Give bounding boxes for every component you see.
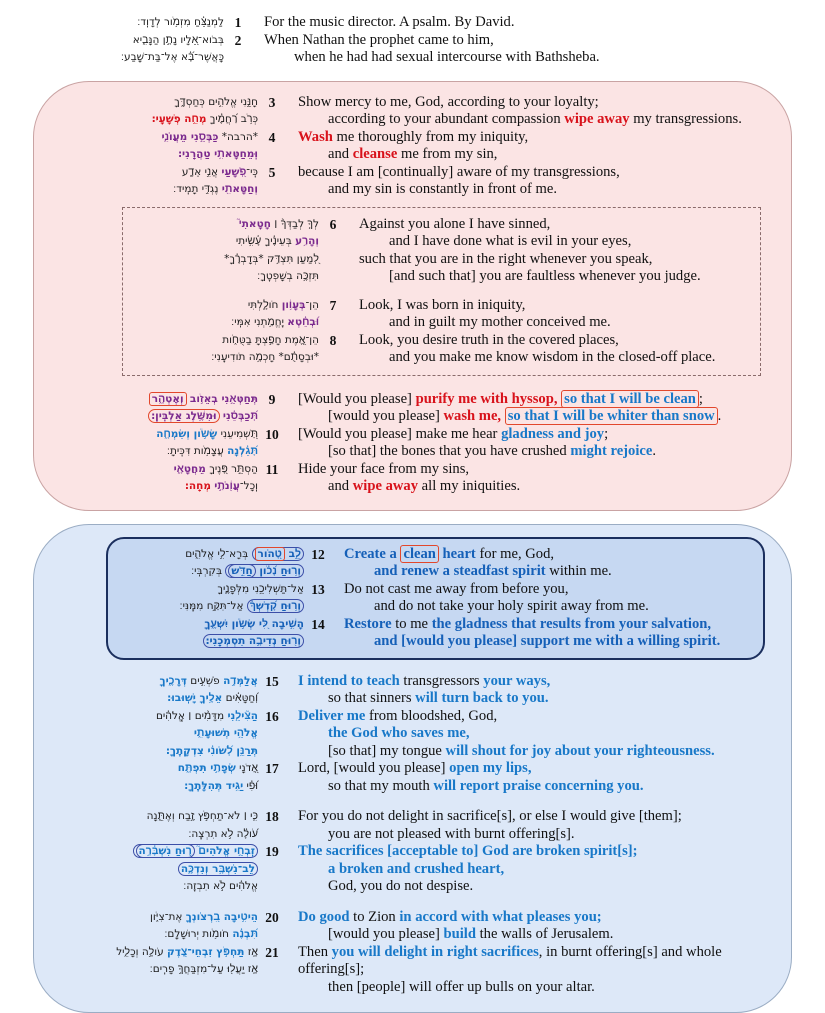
verse-number: 3 <box>258 94 286 112</box>
verse-number: 2 <box>224 32 252 50</box>
hebrew-text: הֵן־אֱ֭מֶת חָפַ֣צְתָּ בַטֻּחֹ֑ות *וּבְסָתֻ֗ם* חָכְמָ֥ה תֹודִיעֵֽנִי׃ <box>123 332 319 367</box>
hebrew-line: הָשִׁ֣יבָה לִּ֭י שְׂשֹׂ֣ון יִשְׁעֶ֑ךָ <box>108 616 304 634</box>
verse-number: 11 <box>258 461 286 479</box>
hebrew-text <box>62 760 258 795</box>
english-text <box>286 708 791 761</box>
verse-row <box>34 94 791 129</box>
hebrew-line: לֵ֣ב טָ֭הֹור בְּרָא־לִ֣י אֱלֹהִ֑ים <box>108 546 304 564</box>
english-text: Then you will delight in right sacrifices, in burnt offering[s] and whole offering[s]; then [people] will offer up bulls on your altar. <box>286 944 791 997</box>
verse-number: 1 <box>224 14 252 32</box>
hebrew-text: לְךָ֤ לְבַדְּךָ֨ ׀ חָטָאתִי֮ וְהָרַ֥ע בְּעֵינֶ֗יךָ עָ֫שִׂ֥יתִי לְ֭מַעַן תִּצְדַּ֥ק *בְּדָבְרֶ֗ךָ* תִּזְכֶּ֥ה בְשָׁפְטֶֽךָ׃ <box>123 216 319 286</box>
verse-row <box>108 616 763 651</box>
verse-number: 21 <box>258 944 286 962</box>
blue-highlight-section <box>33 524 792 1013</box>
verse-number: 17 <box>258 760 286 778</box>
verse-row <box>108 581 763 616</box>
english-text: Hide your face from my sins, and wipe away all my iniquities. <box>286 461 791 496</box>
english-line: [Would you please] purify me with hyssop, so that I will be clean ; <box>298 390 703 408</box>
hebrew-line: זִֽבְחֵ֣י אֱלֹהִים֮ ר֪וּחַ נִשְׁבָּ֫רָ֥ה <box>62 843 258 861</box>
hebrew-line: וְר֥וּחַ נָ֝כֹ֗ון חַדֵּ֥שׁ בְּקִרְבִּֽי׃ <box>108 563 304 581</box>
verse-row <box>34 426 791 461</box>
hebrew-text <box>108 546 304 581</box>
hebrew-line: וּֽמֵחַטָּאתִ֥י טַהֲרֵֽנִי׃ <box>62 146 258 164</box>
english-line: Do good to Zion in accord with what pleases you; <box>298 909 602 925</box>
english-line: Lord, [would you please] open my lips, <box>298 760 531 776</box>
english-line: so that my mouth will report praise concerning you. <box>298 778 791 796</box>
verse-number: 18 <box>258 808 286 826</box>
verse-row <box>123 297 760 332</box>
hebrew-text <box>108 616 304 651</box>
hebrew-line: תָּ֝גֵ֗לְנָה עֲצָמֹ֥ות דִּכִּֽיתָ׃ <box>62 443 258 461</box>
hebrew-text <box>62 708 258 761</box>
english-line: [would you please] wash me, so that I will be whiter than snow . <box>298 408 791 426</box>
english-line: [would you please] build the walls of Jerusalem. <box>298 926 791 944</box>
english-text <box>286 673 791 708</box>
hebrew-line: *הרבה* כַּבְּסֵ֣נִי מֵעֲוֹנִ֑י <box>62 129 258 147</box>
verse-row <box>34 164 791 199</box>
verse-row <box>0 14 825 32</box>
verse-row <box>34 760 791 795</box>
verse-row <box>34 944 791 997</box>
hebrew-text: חָנֵּ֣נִי אֱלֹהִ֣ים כְּחַסְדֶּ֑ךָ כְּרֹ֥ב רַ֝חֲמֶ֗יךָ מְחֵ֣ה פְשָׁעָֽי׃ <box>62 94 258 129</box>
hebrew-text <box>62 909 258 944</box>
hebrew-line: וְר֥וּחַ קָ֝דְשְׁךָ֗ אַל־תִּקַּ֥ח מִמֶּֽנִּי׃ <box>108 598 304 616</box>
english-line: I intend to teach transgressors your ways, <box>298 673 550 689</box>
hebrew-line: וְֽכָל־עֲוֹ֖נֹתַ֣י מְחֵֽה׃ <box>62 478 258 496</box>
hebrew-line: הַצִּ֘ילֵ֤נִי מִדָּמִ֨ים ׀ אֱֽלֹהִ֗ים <box>62 708 258 726</box>
hebrew-line: לֵב־נִשְׁבָּ֥ר וְנִדְכֶּ֑ה <box>62 861 258 879</box>
hebrew-text <box>62 673 258 708</box>
english-line: the God who saves me, <box>298 725 791 743</box>
hebrew-text: לַמְנַצֵּ֗חַ מִזְמֹ֥ור לְדָוִֽד׃ <box>28 14 224 32</box>
hebrew-text <box>62 426 258 461</box>
superscription-block <box>0 0 825 77</box>
english-line: according to your abundant compassion wipe away my transgressions. <box>298 111 791 129</box>
verse-number: 5 <box>258 164 286 182</box>
blue-inner-subsection <box>106 537 765 660</box>
dashed-subsection <box>122 207 761 376</box>
english-text <box>332 616 763 651</box>
verse-row <box>0 32 825 67</box>
english-line: and wipe away all my iniquities. <box>298 478 791 496</box>
verse-number: 7 <box>319 297 347 315</box>
english-line: Wash me thoroughly from my iniquity, <box>298 129 528 145</box>
verse-number: 20 <box>258 909 286 927</box>
hebrew-line: אֱלֹהֵ֥י תְשׁוּעָתִ֑י <box>62 725 258 743</box>
english-line: Restore to me the gladness that results from your salvation, <box>344 616 711 632</box>
hebrew-line: אֲלַמְּדָ֣ה פֹשְׁעִ֣ים דְּרָכֶ֑יךָ <box>62 673 258 691</box>
verse-row <box>34 909 791 944</box>
verse-number: 15 <box>258 673 286 691</box>
verse-row <box>108 546 763 581</box>
english-line: and cleanse me from my sin, <box>298 146 791 164</box>
english-line: [so that] my tongue will shout for joy about your righteousness. <box>298 743 791 761</box>
hebrew-line: אֲ֭דֹנָי שְׂפָתַ֣י תִּפְתָּ֑ח <box>62 760 258 778</box>
english-text <box>332 546 763 581</box>
english-text: Show mercy to me, God, according to your loyalty; according to your abundant compassion wipe away my transgressions. <box>286 94 791 129</box>
verse-number: 4 <box>258 129 286 147</box>
english-text <box>286 760 791 795</box>
hebrew-text: בְּבֹוא־אֵ֭לָיו נָתָ֣ן הַנָּבִ֑יא כַּֽאֲשֶׁר־בָּ֝֗א אֶל־בַּת־שָֽׁבַע׃ <box>28 32 224 67</box>
verse-number: 9 <box>258 391 286 409</box>
hebrew-text <box>62 164 258 199</box>
hebrew-text <box>62 461 258 496</box>
english-line: Create a clean heart for me, God, <box>344 545 554 563</box>
hebrew-text: אָ֤ז תַּחְפֹּ֣ץ זִבְחֵי־צֶ֭דֶק עֹולָ֣ה וְכָלִ֑יל אָ֤ז יַעֲל֖וּ עַל־מִזְבַּחֲךָ֣ פָרִֽים׃ <box>62 944 258 979</box>
verse-number: 8 <box>319 332 347 350</box>
verse-number: 12 <box>304 546 332 564</box>
verse-number: 10 <box>258 426 286 444</box>
verse-row <box>34 808 791 843</box>
hebrew-line: וְהָרַ֥ע בְּעֵינֶ֗יךָ עָ֫שִׂ֥יתִי <box>123 233 319 251</box>
verse-row <box>123 332 760 367</box>
hebrew-text: אַל־תַּשְׁלִיכֵ֥נִי מִלְּפָנֶ֑יךָ וְר֥וּחַ קָ֝דְשְׁךָ֗ אַל־תִּקַּ֥ח מִמֶּֽנִּי׃ <box>108 581 304 616</box>
english-line: [so that] the bones that you have crushed might rejoice. <box>298 443 791 461</box>
english-line: and [would you please] support me with a willing spirit. <box>344 633 763 651</box>
hebrew-text: כִּ֤י ׀ לֹא־תַחְפֹּ֣ץ זֶ֣בַח וְאֶתֵּ֑נָה עֹ֝ולָ֗ה לֹ֣א תִרְצֶֽה׃ <box>62 808 258 843</box>
hebrew-line: וְר֖וּחַ נְדִיבָ֣ה תִסְמְכֵֽנִי׃ <box>108 633 304 651</box>
hebrew-line: וּ֝בְחֵ֗טְא יֶֽחֱמַ֥תְנִי אִמִּֽי׃ <box>123 314 319 332</box>
english-text: For you do not delight in sacrifice[s], or else I would give [them]; you are not pleased with burnt offering[s]. <box>286 808 791 843</box>
english-line: Then you will delight in right sacrifices, in burnt offering[s] and whole offering[s]; <box>298 944 722 978</box>
verse-number: 14 <box>304 616 332 634</box>
english-text: Look, I was born in iniquity, and in guilt my mother conceived me. <box>347 297 760 332</box>
hebrew-line: כִּֽי־פְ֭שָׁעַי אֲנִ֣י אֵדָ֑ע <box>62 164 258 182</box>
english-text: When Nathan the prophet came to him, when he had had sexual intercourse with Bathsheba. <box>252 32 825 67</box>
english-line: Deliver me from bloodshed, God, <box>298 708 497 724</box>
verse-row <box>34 843 791 896</box>
hebrew-text <box>62 391 258 426</box>
verse-number: 16 <box>258 708 286 726</box>
pink-highlight-section <box>33 81 792 511</box>
english-text: The sacrifices [acceptable to] God are broken spirit[s]; a broken and crushed heart, God, you do not despise. <box>286 843 791 896</box>
verse-row <box>34 129 791 164</box>
verse-number: 6 <box>319 216 347 234</box>
english-line: [Would you please] make me hear gladness and joy; <box>298 426 608 442</box>
english-text: because I am [continually] aware of my transgressions, and my sin is constantly in front of me. <box>286 164 791 199</box>
hebrew-line: כְּרֹ֥ב רַ֝חֲמֶ֗יךָ מְחֵ֣ה פְשָׁעָֽי׃ <box>62 111 258 129</box>
verse-row <box>34 673 791 708</box>
hebrew-line: וּ֝פִ֗י יַגִּ֥יד תְּהִלָּתֶֽךָ׃ <box>62 778 258 796</box>
hebrew-line: הַסְתֵּ֣ר פָּ֭נֶיךָ מֵחֲטָאָ֑י <box>62 461 258 479</box>
english-line: a broken and crushed heart, <box>298 861 791 879</box>
verse-number: 13 <box>304 581 332 599</box>
hebrew-line: וְחַטָּאתִ֖י נֶגְדִּ֣י תָמִֽיד׃ <box>62 181 258 199</box>
hebrew-text <box>62 129 258 164</box>
hebrew-line: תִּ֝בְנֶ֗ה חֹומֹ֥ות יְרוּשָׁלִָֽם׃ <box>62 926 258 944</box>
english-text: Look, you desire truth in the covered places, and you make me know wisdom in the closed-off place. <box>347 332 760 367</box>
english-text: For the music director. A psalm. By David. <box>252 14 825 32</box>
verse-number: 19 <box>258 843 286 861</box>
hebrew-line: תַּ֭שְׁמִיעֵנִי שָׂשֹׂ֣ון וְשִׂמְחָ֑ה <box>62 426 258 444</box>
verse-row <box>34 461 791 496</box>
english-text: Against you alone I have sinned, and I have done what is evil in your eyes, such that you are in the right whenever you speak, [and such that] you are faultless whenever you judge. <box>347 216 760 286</box>
hebrew-line: תְּרַנֵּ֥ן לְ֝שֹׁונִ֗י צִדְקָתֶֽךָ׃ <box>62 743 258 761</box>
english-text <box>286 426 791 461</box>
hebrew-line: תְּ֝כַבְּסֵ֗נִי וּמִשֶּׁ֥לֶג אַלְבִּֽין׃ <box>62 408 258 426</box>
hebrew-line: הֵיטִ֣יבָה בִ֭רְצֹונְךָ אֶת־צִיֹּ֑ון <box>62 909 258 927</box>
hebrew-text: זִֽבְחֵ֣י אֱלֹהִים֮ ר֪וּחַ נִשְׁבָּ֫רָ֥ה לֵב־נִשְׁבָּ֥ר וְנִדְכֶּ֑ה אֱלֹהִ֗ים לֹ֣א תִבְזֶֽה׃ <box>62 843 258 896</box>
hebrew-line: תְּחַטְּאֵ֣נִי בְאֵזֹ֣וב וְאֶטְהָ֑ר <box>62 391 258 409</box>
english-text: Do not cast me away from before you, and do not take your holy spirit away from me. <box>332 581 763 616</box>
english-line: so that sinners will turn back to you. <box>298 690 791 708</box>
verse-row <box>123 216 760 286</box>
hebrew-line: אָ֤ז תַּחְפֹּ֣ץ זִבְחֵי־צֶ֭דֶק עֹולָ֣ה וְכָלִ֑יל <box>62 944 258 962</box>
hebrew-line: לְךָ֤ לְבַדְּךָ֨ ׀ חָטָאתִי֮ <box>123 216 319 234</box>
english-text <box>286 391 791 426</box>
hebrew-line: וְ֝חַטָּאִ֗ים אֵלֶ֥יךָ יָשֽׁוּבוּ׃ <box>62 690 258 708</box>
english-text <box>286 129 791 164</box>
hebrew-text <box>123 297 319 332</box>
verse-row <box>34 391 791 426</box>
hebrew-line: הֵן־בְּעָוֹ֥ון חֹולָ֑לְתִּי <box>123 297 319 315</box>
english-line: The sacrifices [acceptable to] God are broken spirit[s]; <box>298 843 638 859</box>
english-line: and renew a steadfast spirit within me. <box>344 563 763 581</box>
english-text <box>286 909 791 944</box>
verse-row <box>34 708 791 761</box>
